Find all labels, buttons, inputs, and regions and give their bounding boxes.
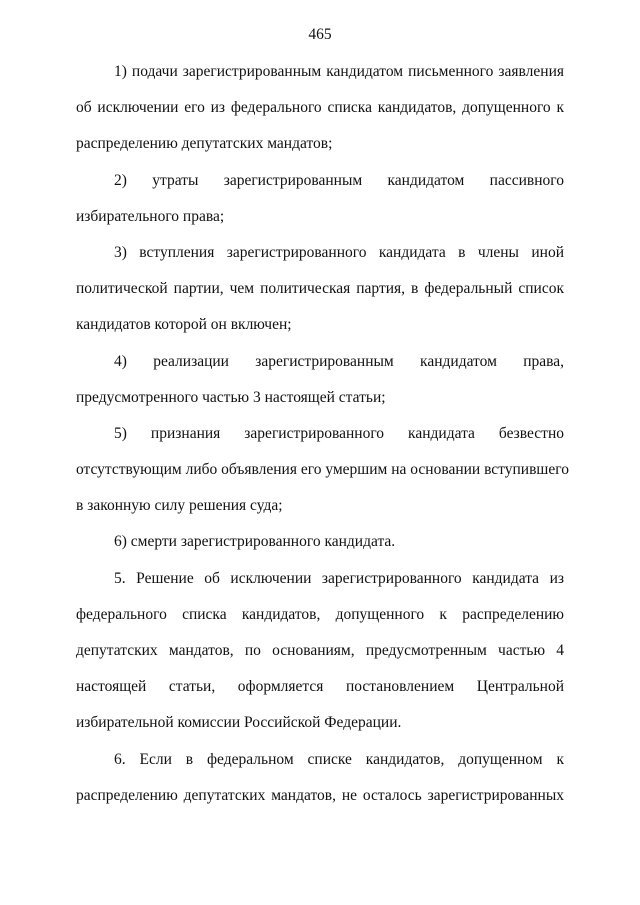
text-line: 4) реализации зарегистрированным кандидатом права, xyxy=(114,352,564,370)
text-line: настоящей статьи, оформляется постановлением Центральной xyxy=(76,678,564,696)
text-line: об исключении его из федерального списка кандидатов, допущенного к xyxy=(76,99,564,117)
text-line: распределению депутатских мандатов, не осталось зарегистрированных xyxy=(76,786,564,804)
text-line: федерального списка кандидатов, допущенного к распределению xyxy=(76,605,564,623)
document-body xyxy=(76,54,569,814)
text-line: избирательного права; xyxy=(76,207,225,225)
text-line: 2) утраты зарегистрированным кандидатом пассивного xyxy=(114,171,564,189)
paragraph xyxy=(76,742,564,814)
text-line: отсутствующим либо объявления его умершим на основании вступившего xyxy=(76,461,569,479)
text-line: в законную силу решения суда; xyxy=(76,497,283,515)
text-line: 5. Решение об исключении зарегистрированного кандидата из xyxy=(114,569,564,587)
text-line: депутатских мандатов, по основаниям, предусмотренным частью 4 xyxy=(76,642,564,659)
paragraph xyxy=(76,163,564,235)
page-number: 465 xyxy=(308,26,332,43)
paragraph xyxy=(76,561,564,742)
text-line: политической партии, чем политическая партия, в федеральный список xyxy=(76,280,564,298)
text-line: 6) смерти зарегистрированного кандидата. xyxy=(114,533,396,551)
text-line: 6. Если в федеральном списке кандидатов, допущенном к xyxy=(114,750,564,768)
text-line: распределению депутатских мандатов; xyxy=(76,135,333,153)
text-line: предусмотренного частью 3 настоящей статьи; xyxy=(76,388,386,406)
paragraph xyxy=(76,416,569,525)
text-line: 3) вступления зарегистрированного кандидата в члены иной xyxy=(114,243,564,261)
paragraph xyxy=(76,54,564,163)
paragraph xyxy=(76,524,564,560)
text-line: избирательной комиссии Российской Федерации. xyxy=(76,714,402,732)
text-line: 1) подачи зарегистрированным кандидатом письменного заявления xyxy=(114,63,564,80)
paragraph xyxy=(76,344,564,416)
text-line: кандидатов которой он включен; xyxy=(76,316,292,334)
paragraph xyxy=(76,235,564,344)
text-line: 5) признания зарегистрированного кандидата безвестно xyxy=(114,424,564,442)
